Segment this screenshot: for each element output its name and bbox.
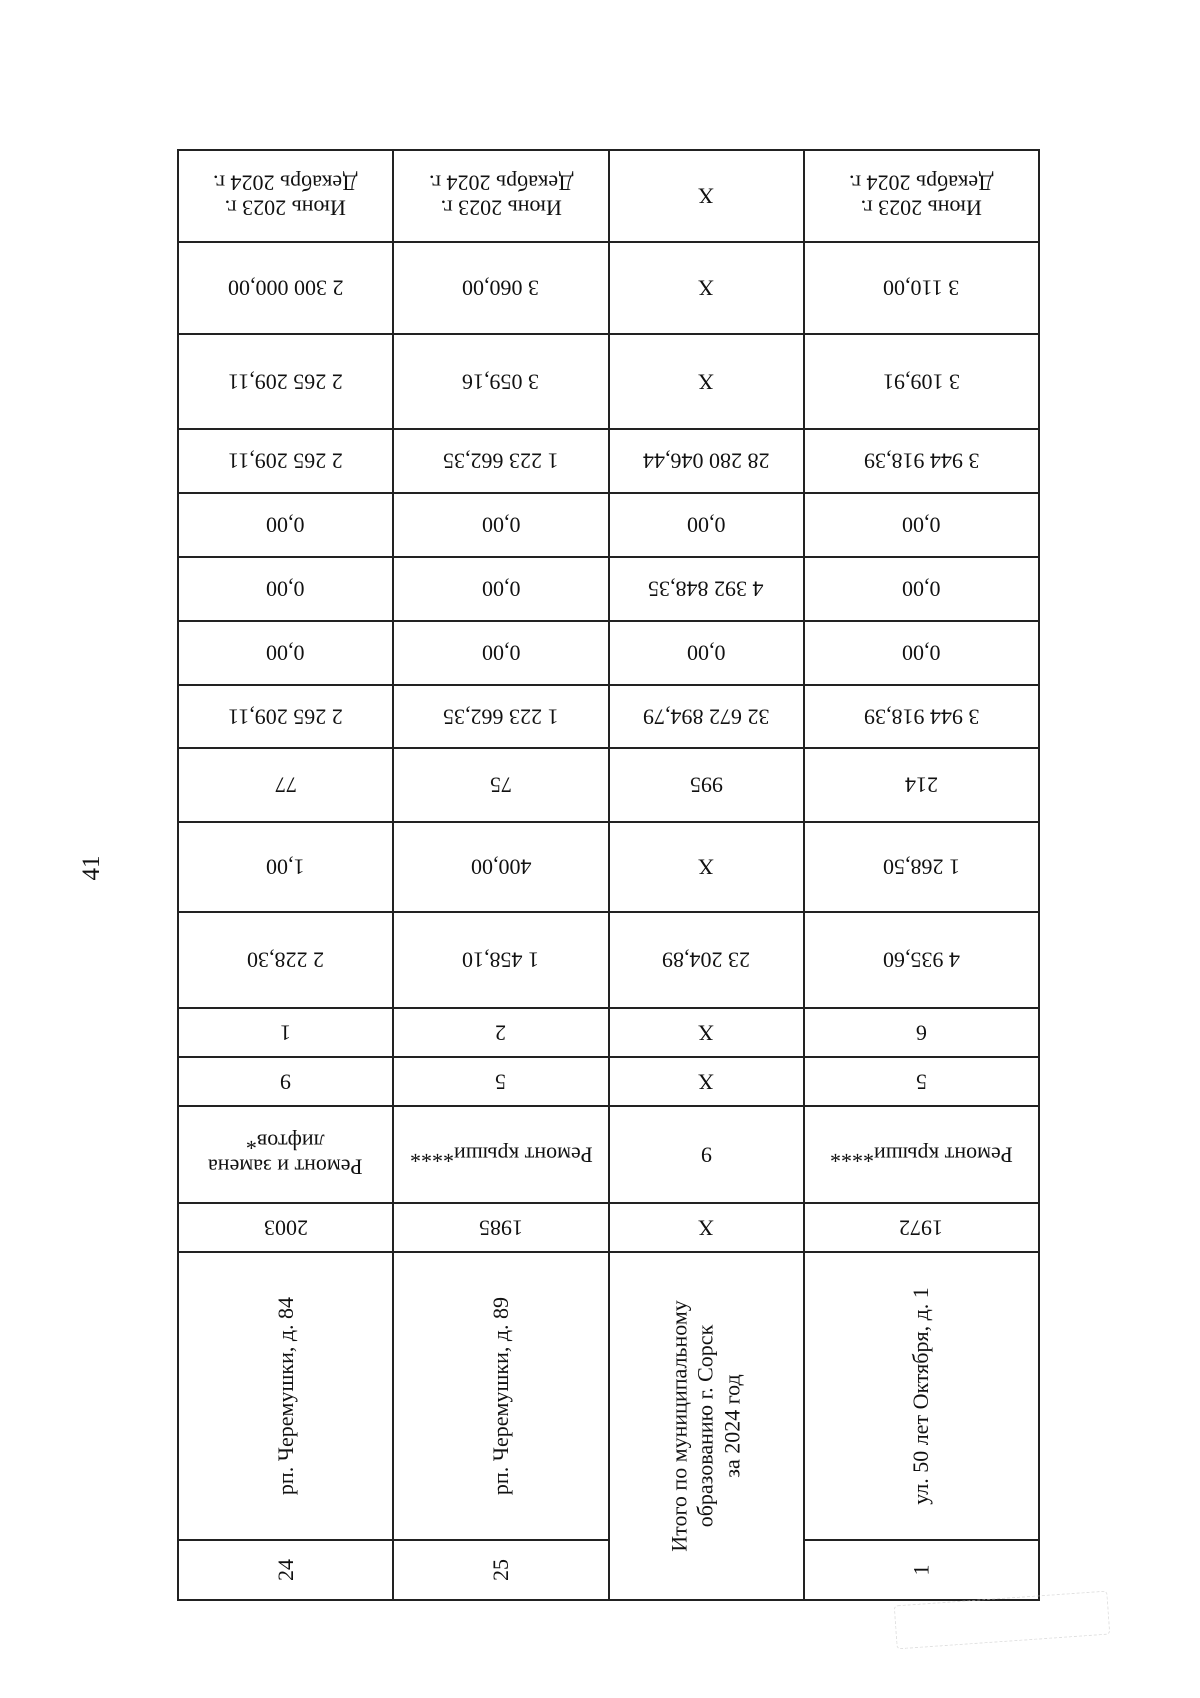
row-cost-total [178, 685, 1039, 748]
cell-unit-limit-r1: 3 110,00 [804, 242, 1039, 334]
cell-unit-limit-r24: 2 300 000,00 [178, 242, 393, 334]
row-area [178, 912, 1039, 1008]
page-number: 41 [78, 855, 105, 881]
cell-residents-total: 995 [609, 748, 804, 822]
cell-cost-f2-total: 4 392 848,35 [609, 557, 804, 621]
cell-col-b-r24: 1 [178, 1008, 393, 1057]
cell-cost-f4-r25: 1 223 662,35 [393, 429, 608, 493]
cell-work-total: 9 [609, 1106, 804, 1203]
cell-work-r24: Ремонт и замена лифтов* [178, 1106, 393, 1203]
cell-unit-limit-total: X [609, 242, 804, 334]
row-unit-cost [178, 334, 1039, 429]
cell-work-r1: Ремонт крыши**** [804, 1106, 1039, 1203]
cell-period-r25: Июнь 2023 г. Декабрь 2024 г. [393, 150, 608, 242]
cell-address-r24: рп. Черемушки, д. 84 [178, 1252, 393, 1540]
row-col-b [178, 1008, 1039, 1057]
row-cost-f4 [178, 429, 1039, 493]
cell-year-total: X [609, 1203, 804, 1252]
cell-residents-r24: 77 [178, 748, 393, 822]
cell-num-r1: 1 [804, 1540, 1039, 1600]
row-work [178, 1106, 1039, 1203]
cell-cost-f3-r25: 0,00 [393, 493, 608, 557]
cell-cost-f3-total: 0,00 [609, 493, 804, 557]
cell-area2-r25: 400,00 [393, 822, 608, 912]
row-area2 [178, 822, 1039, 912]
cell-work-r25: Ремонт крыши**** [393, 1106, 608, 1203]
row-cost-f3 [178, 493, 1039, 557]
cell-cost-f2-r24: 0,00 [178, 557, 393, 621]
row-period [178, 150, 1039, 242]
cell-unit-cost-r25: 3 059,16 [393, 334, 608, 429]
cell-residents-r1: 214 [804, 748, 1039, 822]
cell-cost-f1-total: 0,00 [609, 621, 804, 685]
cell-unit-cost-total: X [609, 334, 804, 429]
cell-year-r1: 1972 [804, 1203, 1039, 1252]
cell-address-r25: рп. Черемушки, д. 89 [393, 1252, 608, 1540]
cell-cost-f4-r1: 3 944 918,39 [804, 429, 1039, 493]
cell-cost-total-total: 32 672 894,79 [609, 685, 804, 748]
cell-cost-f1-r24: 0,00 [178, 621, 393, 685]
row-address [178, 1252, 1039, 1540]
cell-address-r1: ул. 50 лет Октября, д. 1 [804, 1252, 1039, 1540]
cell-cost-f2-r1: 0,00 [804, 557, 1039, 621]
cell-area2-r1: 1 268,50 [804, 822, 1039, 912]
row-year [178, 1203, 1039, 1252]
cell-col-a-r24: 9 [178, 1057, 393, 1106]
cell-year-r24: 2003 [178, 1203, 393, 1252]
cell-col-b-r1: 6 [804, 1008, 1039, 1057]
cell-unit-cost-r24: 2 265 209,11 [178, 334, 393, 429]
cell-period-total: X [609, 150, 804, 242]
cell-address-total: Итого по муниципальному образованию г. Сорск за 2024 год [609, 1252, 804, 1600]
row-unit-limit [178, 242, 1039, 334]
cell-col-a-total: X [609, 1057, 804, 1106]
cell-unit-cost-r1: 3 109,91 [804, 334, 1039, 429]
row-col-a [178, 1057, 1039, 1106]
cell-residents-r25: 75 [393, 748, 608, 822]
cell-num-r24: 24 [178, 1540, 393, 1600]
cell-cost-total-r1: 3 944 918,39 [804, 685, 1039, 748]
cell-area-total: 23 204,89 [609, 912, 804, 1008]
cell-col-b-total: X [609, 1008, 804, 1057]
cell-cost-f2-r25: 0,00 [393, 557, 608, 621]
cell-period-r1: Июнь 2023 г. Декабрь 2024 г. [804, 150, 1039, 242]
cell-area2-total: X [609, 822, 804, 912]
row-cost-f2 [178, 557, 1039, 621]
cell-num-r25: 25 [393, 1540, 608, 1600]
cell-area2-r24: 1,00 [178, 822, 393, 912]
cell-cost-total-r25: 1 223 662,35 [393, 685, 608, 748]
cell-cost-f3-r1: 0,00 [804, 493, 1039, 557]
cell-cost-total-r24: 2 265 209,11 [178, 685, 393, 748]
cell-area-r1: 4 935,60 [804, 912, 1039, 1008]
cell-cost-f3-r24: 0,00 [178, 493, 393, 557]
cell-unit-limit-r25: 3 060,00 [393, 242, 608, 334]
cell-col-b-r25: 2 [393, 1008, 608, 1057]
cell-cost-f1-r25: 0,00 [393, 621, 608, 685]
cell-cost-f4-r24: 2 265 209,11 [178, 429, 393, 493]
cell-area-r24: 2 228,30 [178, 912, 393, 1008]
cell-col-a-r25: 5 [393, 1057, 608, 1106]
cell-cost-f1-r1: 0,00 [804, 621, 1039, 685]
cell-col-a-r1: 5 [804, 1057, 1039, 1106]
cell-cost-f4-total: 28 280 046,44 [609, 429, 804, 493]
cell-year-r25: 1985 [393, 1203, 608, 1252]
row-cost-f1 [178, 621, 1039, 685]
capital-repair-table [177, 149, 1040, 1601]
cell-period-r24: Июнь 2023 г. Декабрь 2024 г. [178, 150, 393, 242]
cell-area-r25: 1 458,10 [393, 912, 608, 1008]
row-residents [178, 748, 1039, 822]
